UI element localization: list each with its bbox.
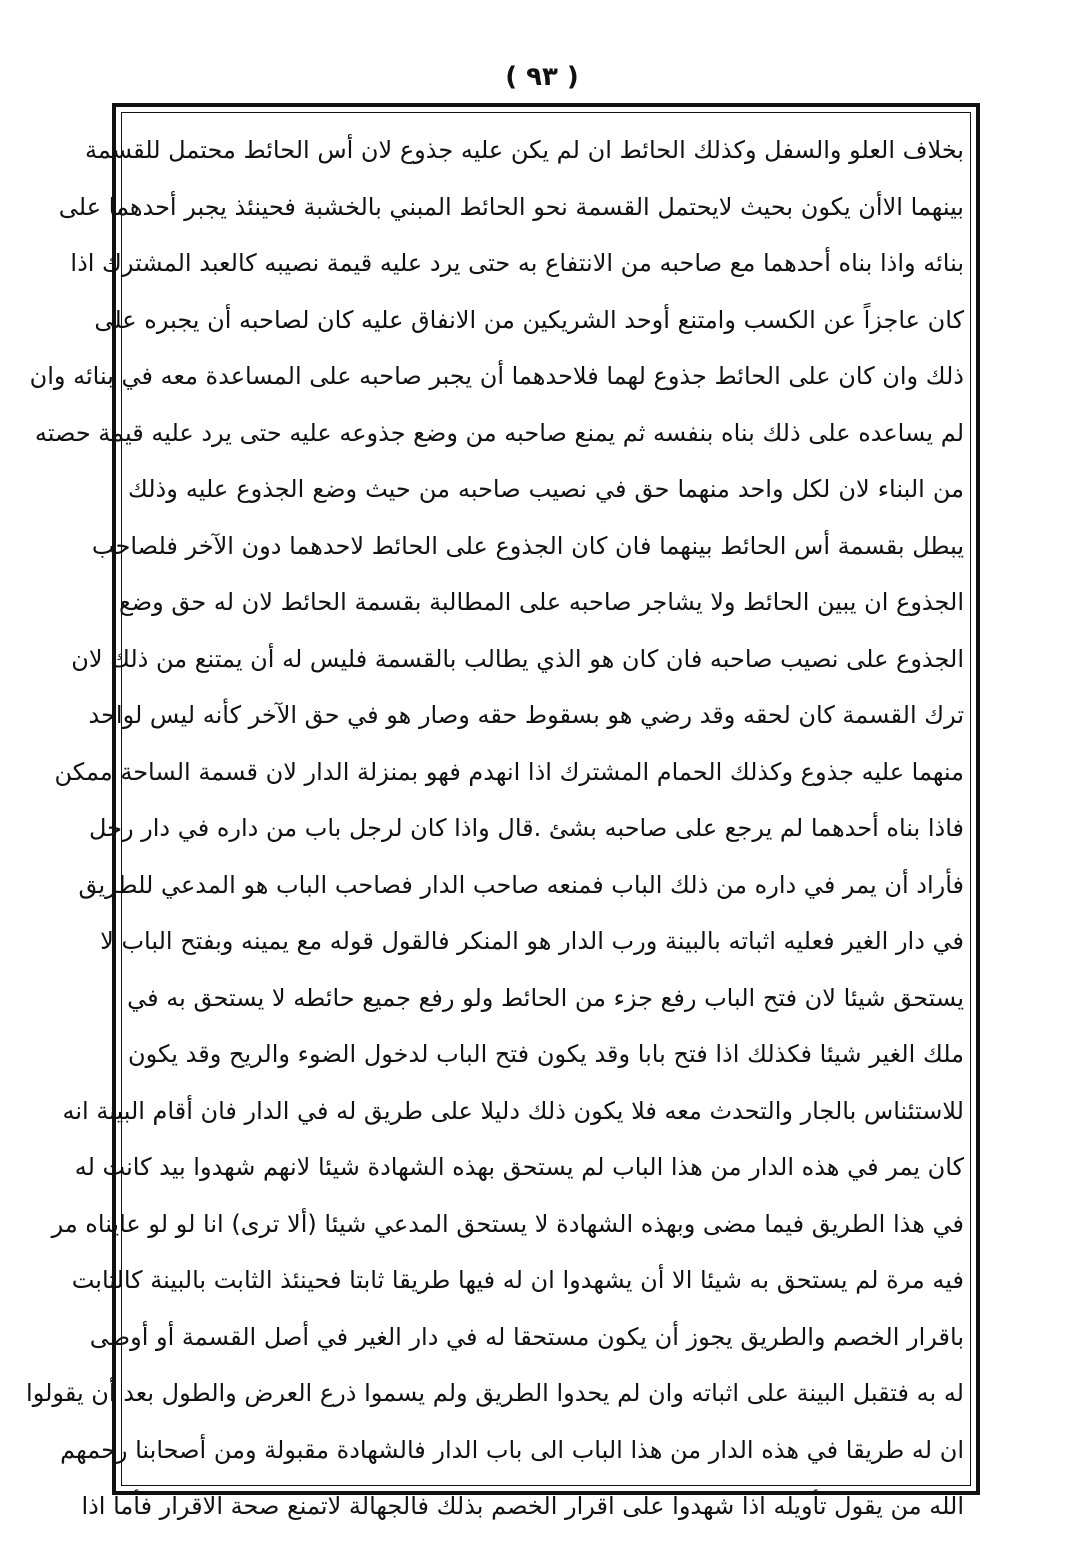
text-line: في دار الغير فعليه اثباته بالبينة ورب الدار هو المنكر فالقول قوله مع يمينه وبفتح الباب لا xyxy=(100,927,964,955)
text-line: باقرار الخصم والطريق يجوز أن يكون مستحقا له في دار الغير في أصل القسمة أو أوصى xyxy=(89,1322,964,1351)
text-line: له به فتقبل البينة على اثباته وان لم يحدوا الطريق ولم يسموا ذرع العرض والطول بعد أن يقولوا xyxy=(26,1379,964,1407)
text-line: ذلك وان كان على الحائط جذوع لهما فلاحدهما أن يجبر صاحبه على المساعدة معه في بنائه وان xyxy=(29,362,964,390)
text-line: يبطل بقسمة أس الحائط بينهما فان كان الجذوع على الحائط لاحدهما دون الآخر فلصاحب xyxy=(91,531,964,560)
text-line: الله من يقول تأويله اذا شهدوا على اقرار الخصم بذلك فالجهالة لاتمنع صحة الاقرار فأما اذا xyxy=(81,1492,964,1520)
text-line: من البناء لان لكل واحد منهما حق في نصيب صاحبه من حيث وضع الجذوع عليه وذلك xyxy=(128,475,964,503)
text-body xyxy=(26,122,964,1520)
text-line: ان له طريقا في هذه الدار من هذا الباب الى باب الدار فالشهادة مقبولة ومن أصحابنا رحمهم xyxy=(60,1435,964,1464)
text-line: بينهما الاأن يكون بحيث لايحتمل القسمة نحو الحائط المبني بالخشبة فحينئذ يجبر أحدهما على xyxy=(58,192,964,221)
text-line: فيه مرة لم يستحق به شيئا الا أن يشهدوا ان له فيها طريقا ثابتا فحينئذ الثابت بالبينة كالثابت xyxy=(71,1266,964,1294)
text-line: بنائه واذا بناه أحدهما مع صاحبه من الانتفاع به حتى يرد عليه قيمة نصيبه كالعبد المشترك اذا xyxy=(70,249,964,277)
text-line: بخلاف العلو والسفل وكذلك الحائط ان لم يكن عليه جذوع لان أس الحائط محتمل للقسمة xyxy=(85,136,964,164)
text-line: ترك القسمة كان لحقه وقد رضي هو بسقوط حقه وصار هو في حق الآخر كأنه ليس لواحد xyxy=(88,701,964,729)
text-line: فأراد أن يمر في داره من ذلك الباب فمنعه صاحب الدار فصاحب الباب هو المدعي للطريق xyxy=(78,870,964,899)
text-line: ملك الغير شيئا فكذلك اذا فتح بابا وقد يكون فتح الباب لدخول الضوء والريح وقد يكون xyxy=(128,1040,964,1068)
text-line: كان يمر في هذه الدار من هذا الباب لم يستحق بهذه الشهادة شيئا لانهم شهدوا بيد كانت له xyxy=(74,1153,964,1181)
text-line: منهما عليه جذوع وكذلك الحمام المشترك اذا انهدم فهو بمنزلة الدار لان قسمة الساحة ممكن xyxy=(54,757,964,786)
text-line: يستحق شيئا لان فتح الباب رفع جزء من الحائط ولو رفع جميع حائطه لا يستحق به في xyxy=(127,983,964,1012)
text-line: الجذوع ان يبين الحائط ولا يشاجر صاحبه على المطالبة بقسمة الحائط لان له حق وضع xyxy=(118,588,964,616)
text-line: الجذوع على نصيب صاحبه فان كان هو الذي يطالب بالقسمة فليس له أن يمتنع من ذلك لان xyxy=(71,644,964,673)
text-line: كان عاجزاً عن الكسب وامتنع أوحد الشريكين من الانفاق عليه كان لصاحبه أن يجبره على xyxy=(94,305,964,334)
text-line: في هذا الطريق فيما مضى وبهذه الشهادة لا يستحق المدعي شيئا (ألا ترى) انا لو لو عايناه مر xyxy=(51,1209,964,1238)
text-line: فاذا بناه أحدهما لم يرجع على صاحبه بشئ .قال واذا كان لرجل باب من داره في دار رجل xyxy=(88,814,964,842)
page-number: ( ٩٣ ) xyxy=(505,62,579,92)
text-line: لم يساعده على ذلك بناه بنفسه ثم يمنع صاحبه من وضع جذوعه عليه حتى يرد عليه قيمة حصته xyxy=(34,418,964,447)
text-line: للاستئناس بالجار والتحدث معه فلا يكون ذلك دليلا على طريق له في الدار فان أقام البينة انه xyxy=(62,1096,964,1125)
